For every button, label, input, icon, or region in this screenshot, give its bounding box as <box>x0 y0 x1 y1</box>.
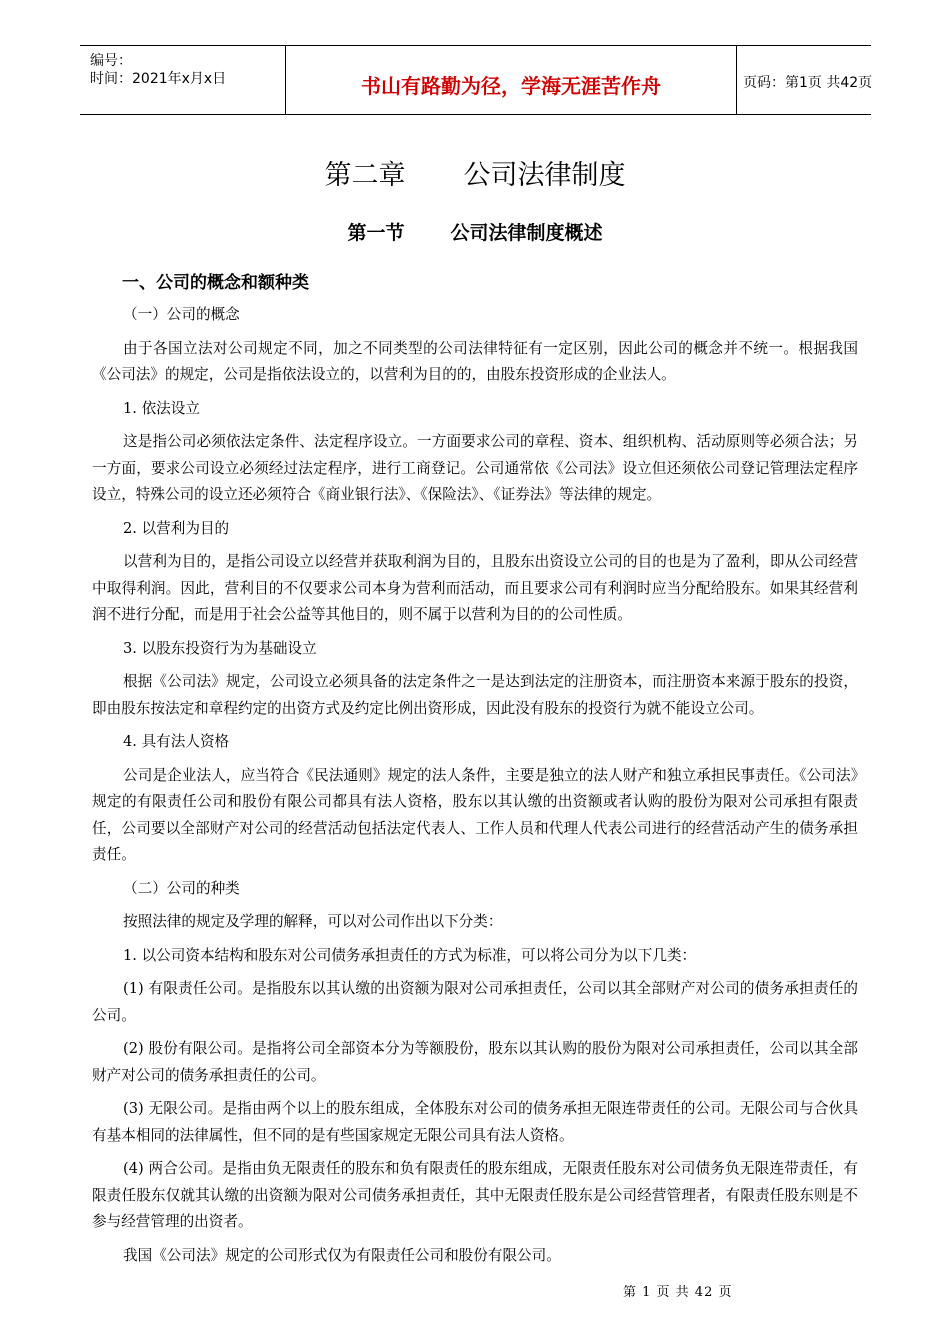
subheading-types: （二）公司的种类 <box>123 879 240 897</box>
list-item-heading: 1. 依法设立 <box>123 399 200 417</box>
list-item-heading: 4. 具有法人资格 <box>123 733 230 750</box>
header-motto-cell <box>285 46 737 114</box>
chapter-title <box>0 153 950 192</box>
paragraph: 这是指公司必须依法定条件、法定程序设立。一方面要求公司的章程、资本、组织机构、活动原则等必须合法；另一方面，要求公司设立必须经过法定程序，进行工商登记。公司通常依《公司法》设立但还须依公司登记管理法定程序设立，特殊公司的设立还必须符合《商业银行法》、《保险法》、《证券法》等法律的规定。 <box>92 433 858 503</box>
paragraph: (3) 无限公司。是指由两个以上的股东组成，全体股东对公司的债务承担无限连带责任的公司。无限公司与合伙具有基本相同的法律属性，但不同的是有些国家规定无限公司具有法人资格。 <box>92 1100 858 1144</box>
list-item-heading: 2. 以营利为目的 <box>123 519 230 537</box>
subheading-concept: （一）公司的概念 <box>123 306 240 323</box>
paragraph: 公司是企业法人，应当符合《民法通则》规定的法人条件，主要是独立的法人财产和独立承担民事责任。《公司法》规定的有限责任公司和股份有限公司都具有法人资格，股东以其认缴的出资额或者认购的股份为限对公司承担有限责任，公司要以全部财产对公司的经营活动包括法定代表人、工作人员和代理人代表公司进行的经营活动产生的债务承担责任。 <box>92 766 858 863</box>
heading-company-concept: 一、公司的概念和额种类 <box>122 273 309 293</box>
page-footer: 第 1 页 共 42 页 <box>623 1285 733 1300</box>
list-item-heading: 3. 以股东投资行为为基础设立 <box>123 639 317 657</box>
header-table <box>80 45 871 115</box>
paragraph: 根据《公司法》规定，公司设立必须具备的法定条件之一是达到法定的注册资本，而注册资本来源于股东的投资，即由股东按法定和章程约定的出资方式及约定比例出资形成，因此没有股东的投资行为就不能设立公司。 <box>92 673 858 717</box>
section-name: 公司法律制度概述 <box>450 222 603 244</box>
paragraph: 按照法律的规定及学理的解释，可以对公司作出以下分类： <box>123 913 503 930</box>
header-info-cell <box>80 46 285 114</box>
paragraph: (4) 两合公司。是指由负无限责任的股东和负有限责任的股东组成，无限责任股东对公司债务负无限连带责任，有限责任股东仅就其认缴的出资额为限对公司债务承担责任，其中无限责任股东是公司经营管理者，有限责任股东则是不参与经营管理的出资者。 <box>92 1160 858 1230</box>
header-page-cell <box>735 46 871 114</box>
section-number: 第一节 <box>347 222 405 244</box>
section-title <box>0 218 950 245</box>
paragraph: 我国《公司法》规定的公司形式仅为有限责任公司和股份有限公司。 <box>123 1246 561 1264</box>
number-label: 编号： <box>90 53 132 69</box>
document-body <box>92 302 858 1276</box>
time-label: 时间：2021年x月x日 <box>90 71 227 87</box>
paragraph: (1) 有限责任公司。是指股东以其认缴的出资额为限对公司承担责任，公司以其全部财产对公司的债务承担责任的公司。 <box>92 980 858 1024</box>
motto: 书山有路勤为径，学海无涯苦作舟 <box>361 74 661 98</box>
paragraph: 由于各国立法对公司规定不同，加之不同类型的公司法律特征有一定区别，因此公司的概念并不统一。根据我国《公司法》的规定，公司是指依法设立的，以营利为目的的，由股东投资形成的企业法人。 <box>92 339 858 383</box>
chapter-number: 第二章 <box>324 160 406 191</box>
paragraph: 以营利为目的，是指公司设立以经营并获取利润为目的，且股东出资设立公司的目的也是为了盈利，即从公司经营中取得利润。因此，营利目的不仅要求公司本身为营利而活动，而且要求公司有利润时应当分配给股东。如果其经营利润不进行分配，而是用于社会公益等其他目的，则不属于以营利为目的的公司性质。 <box>92 553 858 623</box>
paragraph: 1. 以公司资本结构和股东对公司债务承担责任的方式为标准，可以将公司分为以下几类： <box>123 946 697 964</box>
page-info: 页码：第1页 共42页 <box>743 75 873 91</box>
paragraph: (2) 股份有限公司。是指将公司全部资本分为等额股份，股东以其认购的股份为限对公司承担责任，公司以其全部财产对公司的债务承担责任的公司。 <box>92 1040 858 1084</box>
chapter-name: 公司法律制度 <box>463 160 626 191</box>
